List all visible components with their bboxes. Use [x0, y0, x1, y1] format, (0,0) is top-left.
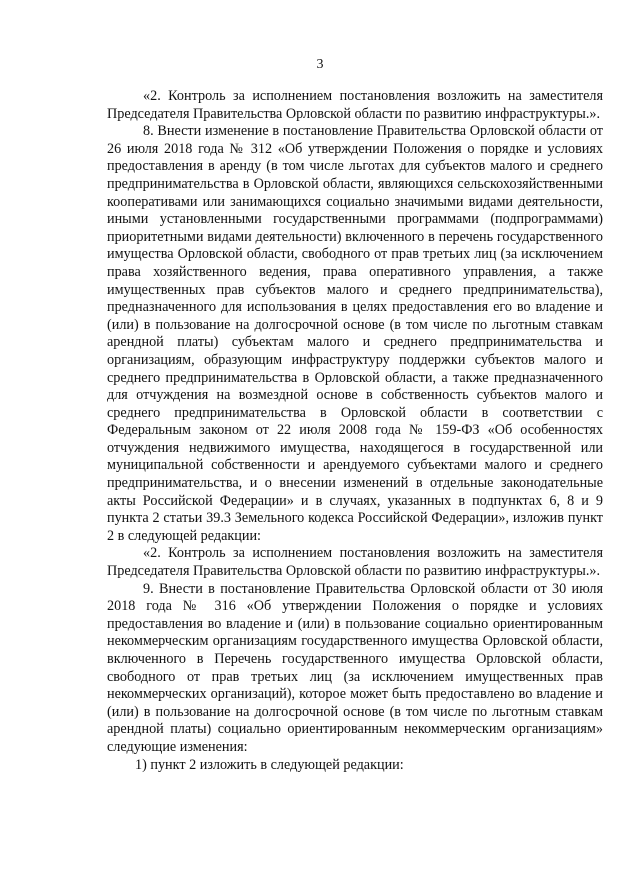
paragraph-control-clause-2: «2. Контроль за исполнением постановления возложить на заместителя Председателя Правительства Орловской области по развитию инфраструктуры.».: [107, 545, 603, 580]
paragraph-control-clause-1: «2. Контроль за исполнением постановления возложить на заместителя Председателя Правительства Орловской области по развитию инфраструктуры.».: [107, 88, 603, 122]
list-item-1: 1) пункт 2 изложить в следующей редакции:: [135, 756, 404, 773]
paragraph-item-8: 8. Внести изменение в постановление Правительства Орловской области от 26 июля 2018 года № 312 «Об утверждении Положения о порядке и условиях предоставления в аренду (в том числе льготах для субъектов малого и среднего предпринимательства в Орловской области, являющихся сельскохозяйственными кооперативами или занимающихся социально значимыми видами деятельности, иными установленными государственными программами (подпрограммами) приоритетными видами деятельности) включенного в перечень государственного имущества Орловской области, свободного от прав третьих лиц (за исключением права хозяйственного ведения, права оперативного управления, а также имущественных прав субъектов малого и среднего предпринимательства), предназначенного для использования в целях предоставления его во владение и (или) в пользование на долгосрочной основе (в том числе по льготным ставкам арендной платы) субъектам малого и среднего предпринимательства и организациям, образующим инфраструктуру поддержки субъектов малого и среднего предпринимательства в Орловской области, а также предназначенного для отчуждения на возмездной основе в собственность субъектов малого и среднего предпринимательства в Орловской области в соответствии с Федеральным законом от 22 июля 2008 года № 159-ФЗ «Об особенностях отчуждения недвижимого имущества, находящегося в государственной или муниципальной собственности и арендуемого субъектами малого и среднего предпринимательства, и о внесении изменений в отдельные законодательные акты Российской Федерации» и в случаях, указанных в подпунктах 6, 8 и 9 пункта 2 статьи 39.3 Земельного кодекса Российской Федерации», изложив пункт 2 в следующей редакции:: [107, 123, 603, 544]
document-body: [107, 88, 603, 774]
page-number: 3: [316, 57, 324, 72]
paragraph-item-9: 9. Внести в постановление Правительства Орловской области от 30 июля 2018 года № 316 «Об утверждении Положения о порядке и условиях предоставления во владение и (или) в пользование социально ориентированным некоммерческим организациям государственного имущества Орловской области, включенного в Перечень государственного имущества Орловской области, свободного от прав третьих лиц (за исключением имущественных прав некоммерческих организаций), которое может быть предоставлено во владение и (или) в пользование на долгосрочной основе (в том числе по льготным ставкам арендной платы) социально ориентированным некоммерческим организациям» следующие изменения:: [107, 580, 603, 755]
